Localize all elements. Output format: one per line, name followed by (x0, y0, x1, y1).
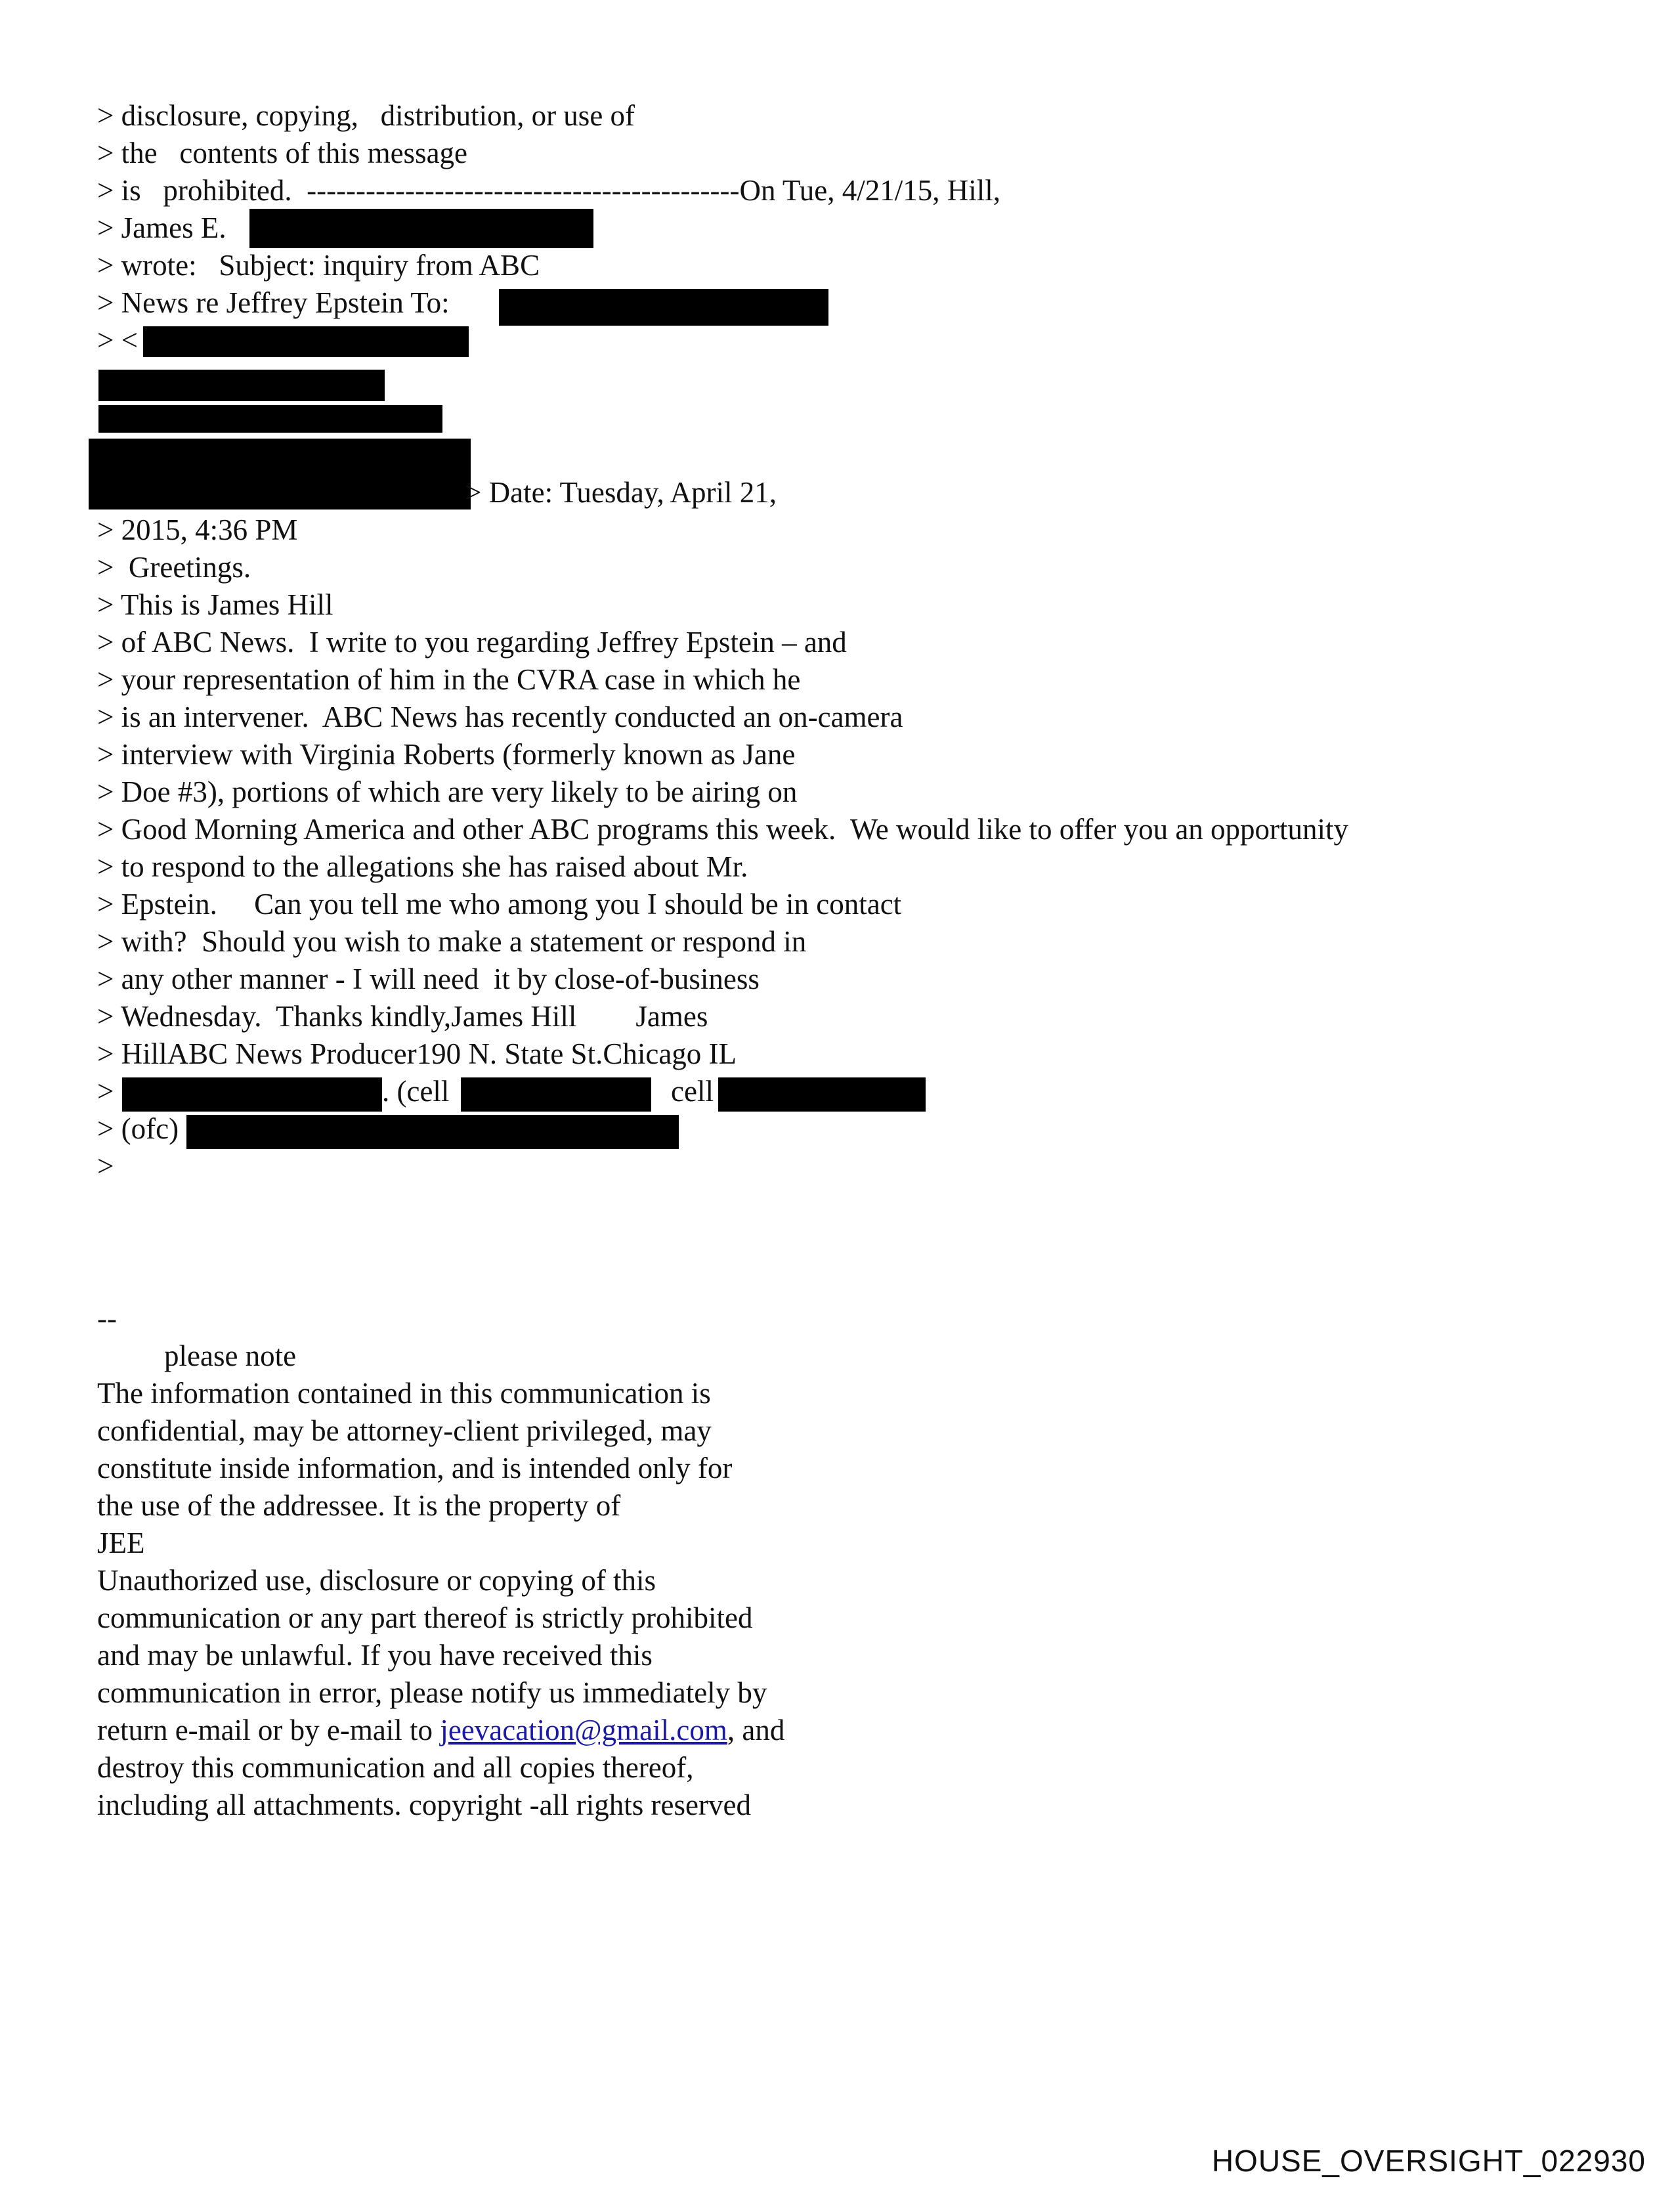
quoted-line: > is prohibited. --------------------------------------------On Tue, 4/21/15, Hill, (97, 174, 1001, 207)
quoted-line: > Epstein. Can you tell me who among you I should be in contact (97, 888, 902, 921)
quoted-line: > News re Jeffrey Epstein To: (97, 286, 450, 319)
quoted-line: > with? Should you wish to make a statement or respond in (97, 925, 807, 958)
disclaimer-line: constitute inside information, and is intended only for (97, 1452, 733, 1485)
disclaimer-return-line (97, 1712, 784, 1749)
quoted-line: > Good Morning America and other ABC programs this week. We would like to offer you an opportunity (97, 813, 1349, 846)
bates-number: HOUSE_OVERSIGHT_022930 (1211, 2144, 1646, 2178)
redaction-block (98, 405, 442, 433)
quoted-line: > This is James Hill (97, 588, 333, 621)
quoted-line: > Greetings. (97, 551, 251, 584)
quoted-line: > disclosure, copying, distribution, or use of (97, 99, 635, 132)
redaction-block (718, 1077, 926, 1112)
return-line-suffix: , and (727, 1714, 785, 1746)
quoted-line: > is an intervener. ABC News has recently conducted an on-camera (97, 701, 903, 733)
redaction-block (98, 370, 385, 401)
signature-note: please note (164, 1339, 297, 1372)
quoted-line: > HillABC News Producer190 N. State St.Chicago IL (97, 1037, 737, 1070)
quoted-line: > (97, 1150, 114, 1182)
quoted-line: > (97, 1075, 114, 1108)
quoted-line: > Doe #3), portions of which are very likely to be airing on (97, 775, 798, 808)
disclaimer-line: communication in error, please notify us immediately by (97, 1676, 767, 1709)
redaction-block (143, 326, 469, 357)
quoted-line: > your representation of him in the CVRA case in which he (97, 663, 801, 696)
quoted-line: > Wednesday. Thanks kindly,James Hill James (97, 1000, 708, 1033)
redaction-block (89, 439, 471, 510)
disclaimer-line: the use of the addressee. It is the property of (97, 1489, 621, 1522)
return-line-prefix: return e-mail or by e-mail to (97, 1714, 440, 1746)
signature-separator: -- (97, 1302, 117, 1335)
redaction-block (461, 1077, 651, 1112)
quoted-line: > 2015, 4:36 PM (97, 513, 298, 546)
disclaimer-line: communication or any part thereof is strictly prohibited (97, 1601, 753, 1634)
disclaimer-line: The information contained in this communication is (97, 1377, 711, 1410)
disclaimer-line: destroy this communication and all copies thereof, (97, 1751, 694, 1784)
redaction-block (249, 209, 593, 248)
disclaimer-line: Unauthorized use, disclosure or copying of this (97, 1564, 656, 1597)
quoted-line: > interview with Virginia Roberts (formerly known as Jane (97, 738, 796, 771)
email-link[interactable]: jeevacation@gmail.com (440, 1714, 727, 1746)
quoted-line: > James E. (97, 211, 226, 244)
cell-label: . (cell (382, 1075, 450, 1108)
disclaimer-line: including all attachments. copyright -all rights reserved (97, 1789, 751, 1821)
quoted-line: > to respond to the allegations she has raised about Mr. (97, 850, 748, 883)
quoted-line: > (ofc) (97, 1112, 179, 1145)
quoted-line: > the contents of this message (97, 137, 468, 169)
disclaimer-line: confidential, may be attorney-client privileged, may (97, 1414, 712, 1447)
disclaimer-line: and may be unlawful. If you have received this (97, 1639, 653, 1672)
quoted-line: > < (97, 324, 139, 357)
quoted-line: > any other manner - I will need it by close-of-business (97, 963, 760, 995)
disclaimer-line: JEE (97, 1527, 145, 1559)
redaction-block (186, 1115, 679, 1149)
cell-label: cell (671, 1075, 714, 1108)
redaction-block (122, 1077, 382, 1112)
redaction-block (499, 289, 828, 326)
quoted-line: > Date: Tuesday, April 21, (465, 476, 777, 509)
quoted-line: > of ABC News. I write to you regarding Jeffrey Epstein – and (97, 626, 847, 659)
quoted-line: > wrote: Subject: inquiry from ABC (97, 249, 540, 282)
